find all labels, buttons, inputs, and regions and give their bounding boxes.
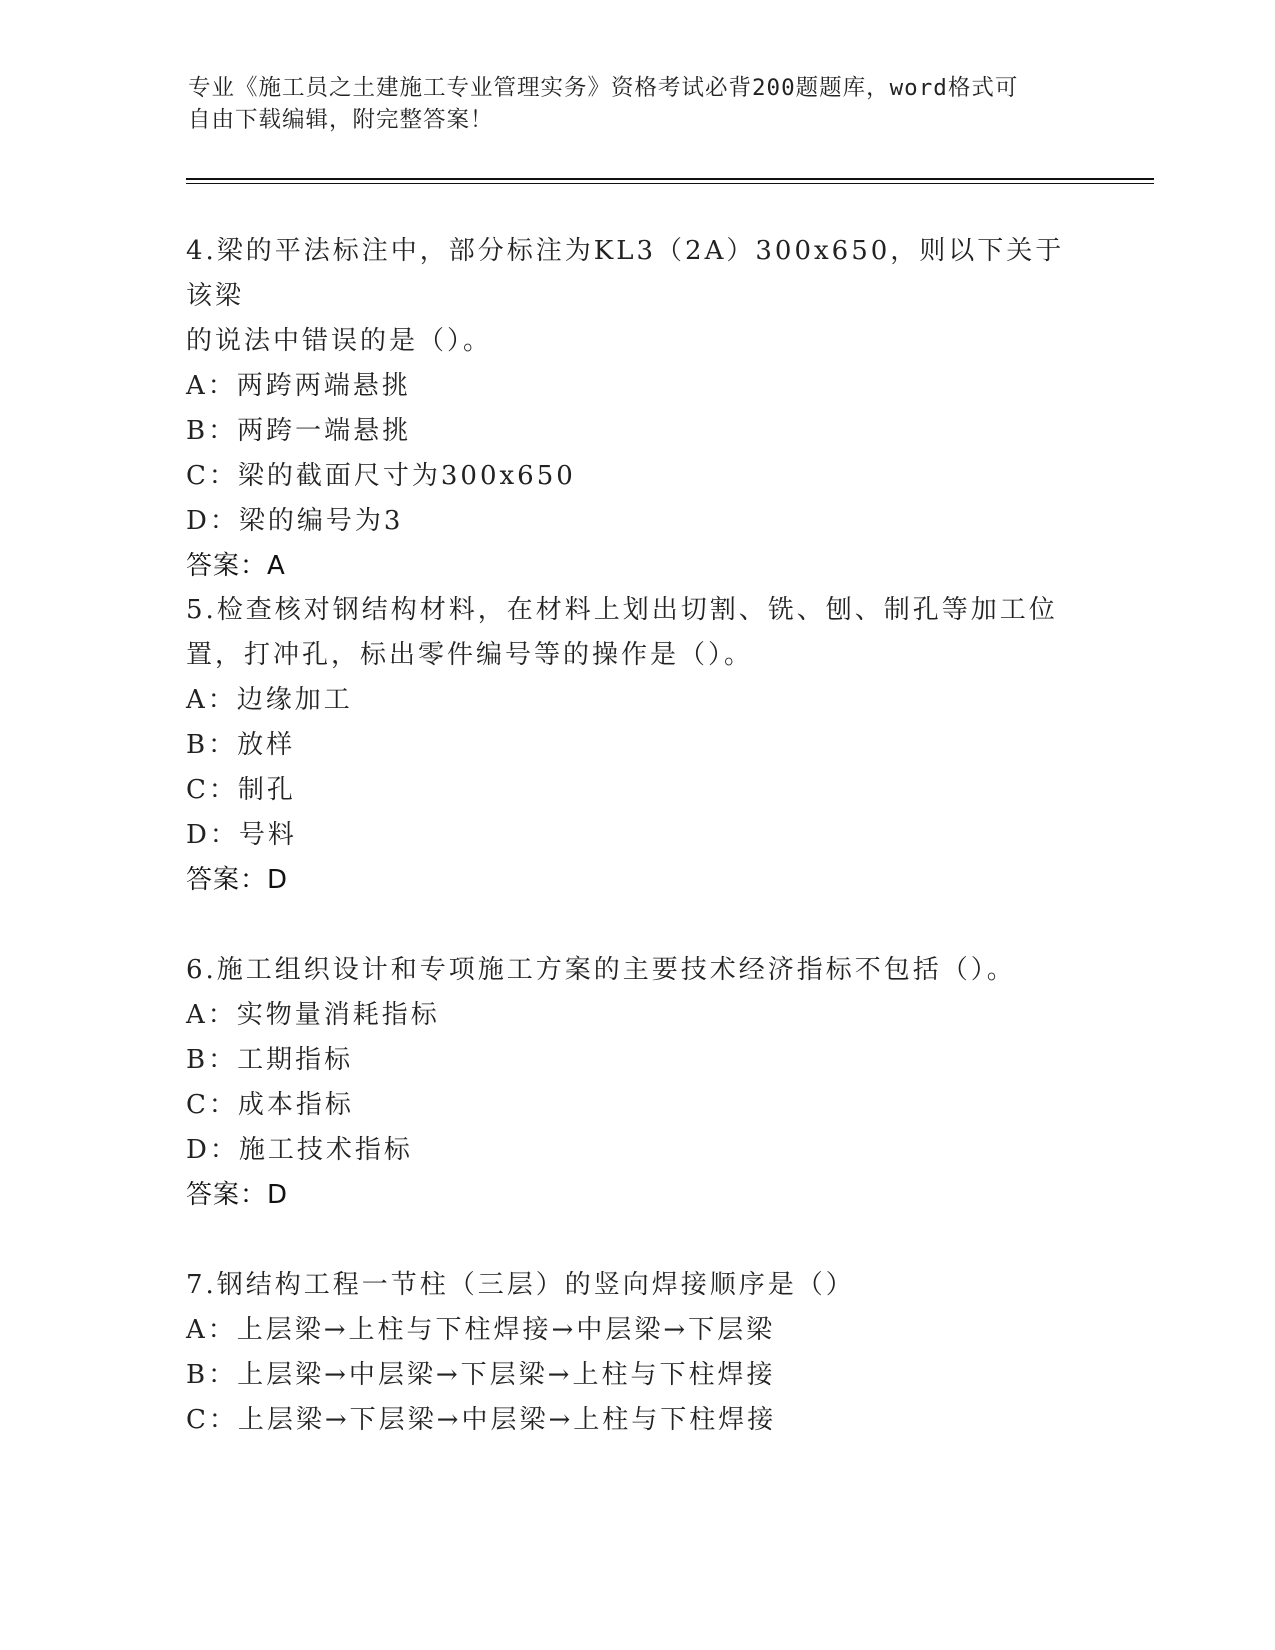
option-d: D：梁的编号为3	[186, 506, 404, 536]
option-b: B：两跨一端悬挑	[186, 416, 412, 446]
option-c: C：制孔	[186, 775, 296, 805]
option-b: B：上层梁→中层梁→下层梁→上柱与下柱焊接	[186, 1360, 776, 1390]
option-c: C：上层梁→下层梁→中层梁→上柱与下柱焊接	[186, 1405, 777, 1435]
option-a: A：上层梁→上柱与下柱焊接→中层梁→下层梁	[186, 1315, 776, 1345]
option-d: D：施工技术指标	[186, 1135, 413, 1165]
question-stem: 置，打冲孔，标出零件编号等的操作是（）。	[186, 640, 754, 670]
header-line-1: 专业《施工员之土建施工专业管理实务》资格考试必背200题题库，word格式可	[188, 75, 1019, 101]
question-stem: 的说法中错误的是（）。	[186, 326, 493, 356]
option-a: A：边缘加工	[186, 685, 353, 715]
option-b: B：放样	[186, 730, 296, 760]
option-d: D：号料	[186, 820, 297, 850]
option-a: A：两跨两端悬挑	[186, 371, 411, 401]
question-7	[186, 1263, 1066, 1443]
document-header	[188, 72, 1068, 136]
option-a: A：实物量消耗指标	[186, 1000, 440, 1030]
header-divider-thin	[186, 183, 1154, 184]
question-5	[186, 588, 1066, 903]
option-c: C：成本指标	[186, 1090, 354, 1120]
question-6	[186, 948, 1066, 1218]
question-stem: 6.施工组织设计和专项施工方案的主要技术经济指标不包括（）。	[186, 955, 1016, 985]
question-stem: 4.梁的平法标注中，部分标注为KL3（2A）300x650，则以下关于该梁	[186, 236, 1065, 311]
header-line-2: 自由下载编辑，附完整答案！	[188, 107, 494, 133]
answer: 答案：D	[186, 1180, 289, 1210]
question-stem: 5.检查核对钢结构材料，在材料上划出切割、铣、刨、制孔等加工位	[186, 595, 1058, 625]
question-4	[186, 229, 1066, 589]
option-b: B：工期指标	[186, 1045, 354, 1075]
answer: 答案：D	[186, 865, 289, 895]
answer: 答案：A	[186, 551, 286, 581]
option-c: C：梁的截面尺寸为300x650	[186, 461, 576, 491]
question-stem: 7.钢结构工程一节柱（三层）的竖向焊接顺序是（）	[186, 1270, 855, 1300]
header-divider	[186, 178, 1154, 180]
